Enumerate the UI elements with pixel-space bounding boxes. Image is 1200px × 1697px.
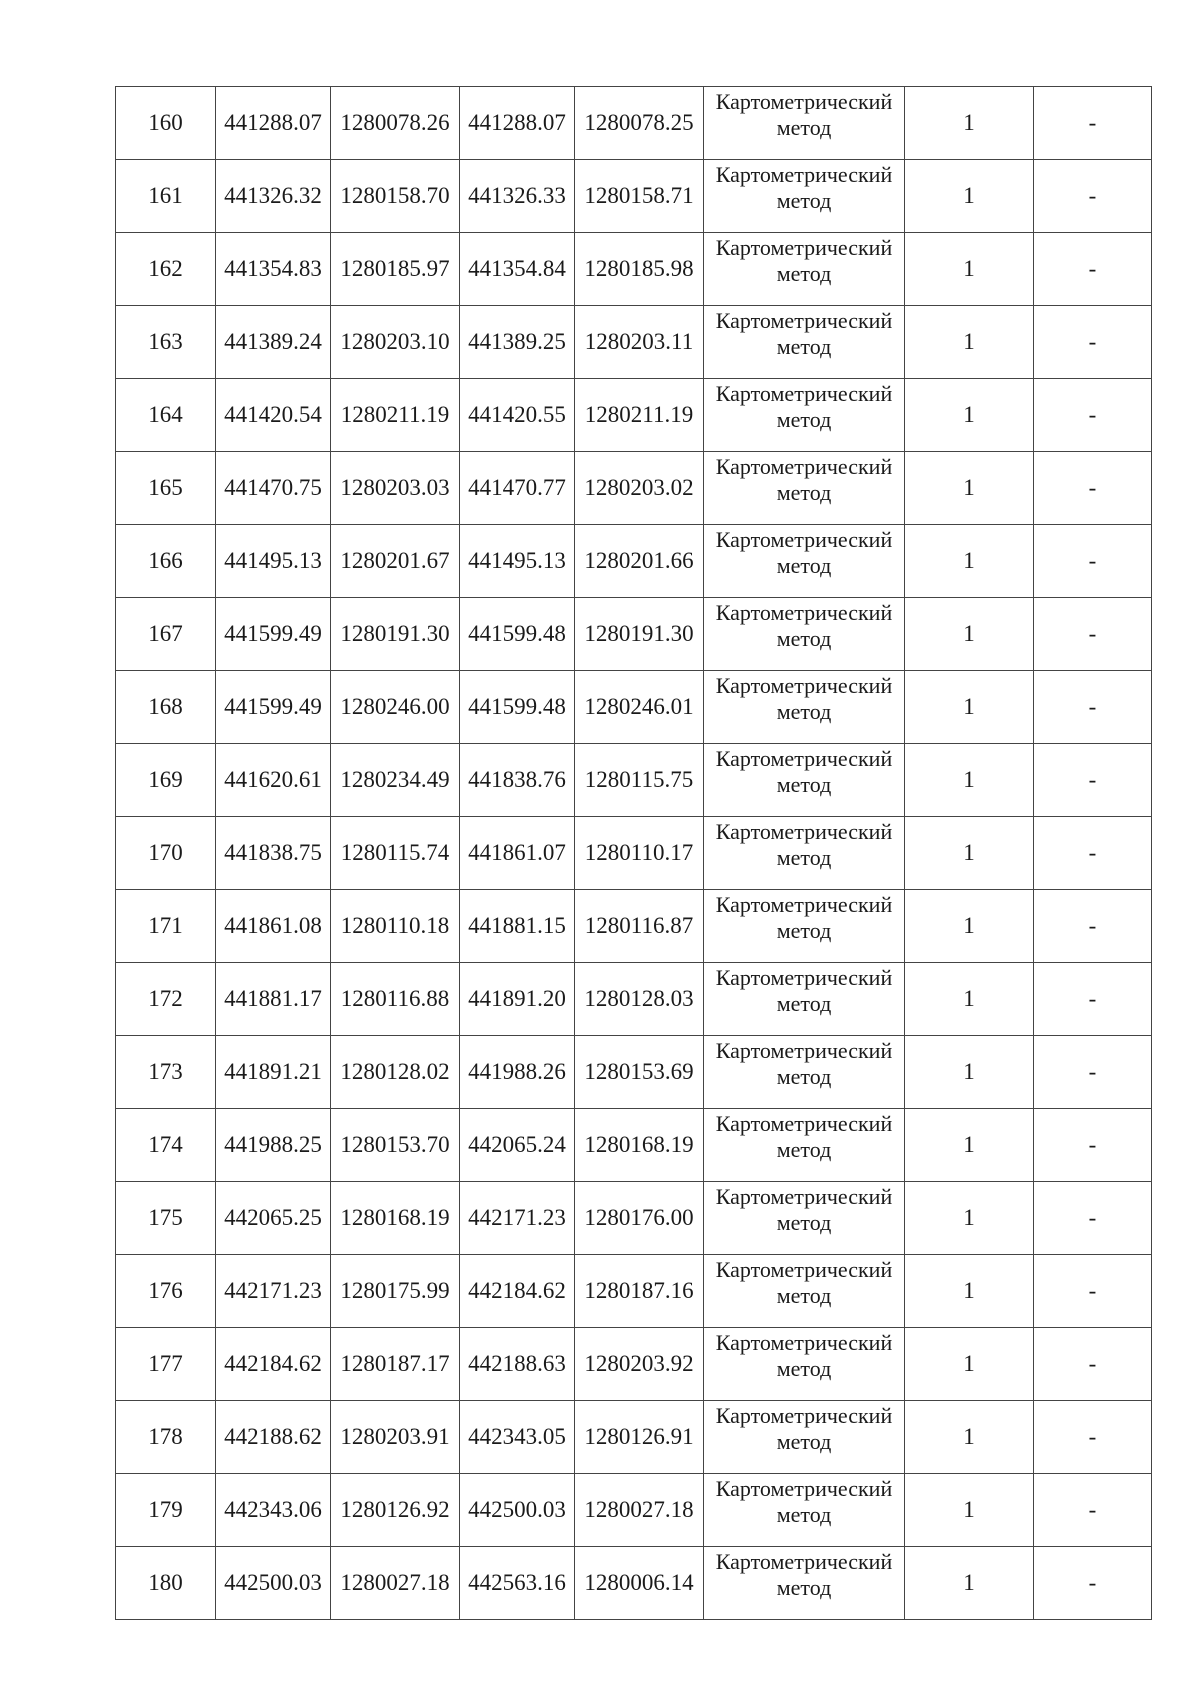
y-refined-cell: 1280168.19 [575,1109,704,1182]
note-cell: - [1034,1109,1152,1182]
accuracy-cell: 1 [905,1182,1034,1255]
y-existing-cell: 1280115.74 [331,817,460,890]
method-line-1: Картометрический [715,1111,893,1136]
table-row [116,1109,1152,1182]
note-cell: - [1034,598,1152,671]
method-line-2: метод [776,918,832,943]
method-cell [704,671,905,744]
y-existing-cell: 1280128.02 [331,1036,460,1109]
method-cell [704,744,905,817]
y-refined-cell: 1280110.17 [575,817,704,890]
x-refined-cell: 442188.63 [460,1328,575,1401]
note-cell: - [1034,1328,1152,1401]
y-refined-cell: 1280203.11 [575,306,704,379]
method-line-1: Картометрический [715,1549,893,1574]
method-cell [704,1036,905,1109]
table-row [116,306,1152,379]
note-cell: - [1034,160,1152,233]
x-existing-cell: 441838.75 [216,817,331,890]
y-refined-cell: 1280176.00 [575,1182,704,1255]
method-line-1: Картометрический [715,308,893,333]
method-line-2: метод [776,1502,832,1527]
method-line-2: метод [776,553,832,578]
accuracy-cell: 1 [905,963,1034,1036]
x-refined-cell: 442184.62 [460,1255,575,1328]
method-line-1: Картометрический [715,892,893,917]
point-number-cell: 179 [116,1474,216,1547]
table-row [116,525,1152,598]
method-cell [704,1255,905,1328]
x-refined-cell: 441599.48 [460,598,575,671]
x-refined-cell: 441599.48 [460,671,575,744]
accuracy-cell: 1 [905,1255,1034,1328]
point-number-cell: 167 [116,598,216,671]
table-row [116,744,1152,817]
method-line-2: метод [776,1137,832,1162]
y-existing-cell: 1280110.18 [331,890,460,963]
y-refined-cell: 1280126.91 [575,1401,704,1474]
x-refined-cell: 442563.16 [460,1547,575,1620]
table-row [116,87,1152,160]
accuracy-cell: 1 [905,598,1034,671]
method-line-1: Картометрический [715,1330,893,1355]
y-refined-cell: 1280115.75 [575,744,704,817]
x-existing-cell: 442500.03 [216,1547,331,1620]
y-existing-cell: 1280203.03 [331,452,460,525]
point-number-cell: 166 [116,525,216,598]
method-line-1: Картометрический [715,381,893,406]
accuracy-cell: 1 [905,1401,1034,1474]
x-existing-cell: 441326.32 [216,160,331,233]
method-cell [704,963,905,1036]
y-existing-cell: 1280191.30 [331,598,460,671]
method-cell [704,306,905,379]
method-line-1: Картометрический [715,235,893,260]
method-line-2: метод [776,188,832,213]
accuracy-cell: 1 [905,306,1034,379]
note-cell: - [1034,1036,1152,1109]
y-existing-cell: 1280187.17 [331,1328,460,1401]
point-number-cell: 174 [116,1109,216,1182]
y-refined-cell: 1280191.30 [575,598,704,671]
note-cell: - [1034,671,1152,744]
y-refined-cell: 1280116.87 [575,890,704,963]
note-cell: - [1034,1182,1152,1255]
table-row [116,233,1152,306]
note-cell: - [1034,890,1152,963]
x-existing-cell: 441288.07 [216,87,331,160]
x-existing-cell: 441599.49 [216,671,331,744]
note-cell: - [1034,817,1152,890]
y-refined-cell: 1280246.01 [575,671,704,744]
table-body [116,87,1152,1620]
method-cell [704,233,905,306]
method-cell [704,890,905,963]
point-number-cell: 165 [116,452,216,525]
point-number-cell: 176 [116,1255,216,1328]
y-refined-cell: 1280211.19 [575,379,704,452]
x-existing-cell: 441599.49 [216,598,331,671]
table-row [116,598,1152,671]
x-existing-cell: 441891.21 [216,1036,331,1109]
note-cell: - [1034,1547,1152,1620]
table-row [116,890,1152,963]
x-refined-cell: 441288.07 [460,87,575,160]
y-refined-cell: 1280153.69 [575,1036,704,1109]
x-refined-cell: 441861.07 [460,817,575,890]
accuracy-cell: 1 [905,160,1034,233]
point-number-cell: 164 [116,379,216,452]
accuracy-cell: 1 [905,744,1034,817]
x-existing-cell: 441470.75 [216,452,331,525]
accuracy-cell: 1 [905,379,1034,452]
x-refined-cell: 441881.15 [460,890,575,963]
point-number-cell: 180 [116,1547,216,1620]
method-line-2: метод [776,1064,832,1089]
x-existing-cell: 442171.23 [216,1255,331,1328]
x-existing-cell: 441620.61 [216,744,331,817]
x-existing-cell: 442184.62 [216,1328,331,1401]
method-line-2: метод [776,334,832,359]
method-line-1: Картометрический [715,965,893,990]
y-existing-cell: 1280116.88 [331,963,460,1036]
note-cell: - [1034,1255,1152,1328]
point-number-cell: 172 [116,963,216,1036]
y-existing-cell: 1280185.97 [331,233,460,306]
y-refined-cell: 1280158.71 [575,160,704,233]
y-existing-cell: 1280211.19 [331,379,460,452]
point-number-cell: 171 [116,890,216,963]
method-line-1: Картометрический [715,527,893,552]
y-existing-cell: 1280201.67 [331,525,460,598]
method-line-1: Картометрический [715,1476,893,1501]
y-refined-cell: 1280128.03 [575,963,704,1036]
method-line-1: Картометрический [715,454,893,479]
method-cell [704,598,905,671]
point-number-cell: 177 [116,1328,216,1401]
y-refined-cell: 1280027.18 [575,1474,704,1547]
method-line-2: метод [776,1356,832,1381]
method-line-2: метод [776,407,832,432]
x-refined-cell: 441326.33 [460,160,575,233]
x-existing-cell: 441420.54 [216,379,331,452]
method-line-1: Картометрический [715,746,893,771]
note-cell: - [1034,233,1152,306]
method-line-2: метод [776,991,832,1016]
x-existing-cell: 442065.25 [216,1182,331,1255]
method-line-1: Картометрический [715,673,893,698]
point-number-cell: 163 [116,306,216,379]
method-cell [704,452,905,525]
accuracy-cell: 1 [905,87,1034,160]
method-line-2: метод [776,1210,832,1235]
note-cell: - [1034,1474,1152,1547]
y-refined-cell: 1280185.98 [575,233,704,306]
method-line-1: Картометрический [715,1403,893,1428]
note-cell: - [1034,87,1152,160]
y-refined-cell: 1280201.66 [575,525,704,598]
y-existing-cell: 1280175.99 [331,1255,460,1328]
method-line-2: метод [776,699,832,724]
y-existing-cell: 1280153.70 [331,1109,460,1182]
x-refined-cell: 441470.77 [460,452,575,525]
table-row [116,1036,1152,1109]
method-cell [704,1182,905,1255]
x-refined-cell: 441988.26 [460,1036,575,1109]
method-cell [704,1547,905,1620]
accuracy-cell: 1 [905,1109,1034,1182]
method-cell [704,1401,905,1474]
y-existing-cell: 1280027.18 [331,1547,460,1620]
method-line-1: Картометрический [715,162,893,187]
accuracy-cell: 1 [905,233,1034,306]
x-refined-cell: 441838.76 [460,744,575,817]
x-existing-cell: 442188.62 [216,1401,331,1474]
table-row [116,671,1152,744]
note-cell: - [1034,744,1152,817]
x-refined-cell: 441891.20 [460,963,575,1036]
table-row [116,160,1152,233]
method-line-1: Картометрический [715,600,893,625]
method-cell [704,525,905,598]
method-line-1: Картометрический [715,89,893,114]
y-existing-cell: 1280126.92 [331,1474,460,1547]
method-line-2: метод [776,772,832,797]
y-existing-cell: 1280158.70 [331,160,460,233]
y-existing-cell: 1280203.91 [331,1401,460,1474]
method-line-2: метод [776,115,832,140]
x-refined-cell: 442065.24 [460,1109,575,1182]
accuracy-cell: 1 [905,452,1034,525]
x-existing-cell: 442343.06 [216,1474,331,1547]
note-cell: - [1034,525,1152,598]
x-refined-cell: 442171.23 [460,1182,575,1255]
y-existing-cell: 1280168.19 [331,1182,460,1255]
y-refined-cell: 1280187.16 [575,1255,704,1328]
method-line-2: метод [776,1575,832,1600]
y-existing-cell: 1280234.49 [331,744,460,817]
method-line-1: Картометрический [715,1257,893,1282]
table-row [116,1328,1152,1401]
note-cell: - [1034,306,1152,379]
method-cell [704,1328,905,1401]
x-existing-cell: 441861.08 [216,890,331,963]
accuracy-cell: 1 [905,890,1034,963]
table-row [116,1182,1152,1255]
accuracy-cell: 1 [905,525,1034,598]
x-existing-cell: 441988.25 [216,1109,331,1182]
method-line-1: Картометрический [715,819,893,844]
table-row [116,379,1152,452]
method-line-2: метод [776,261,832,286]
point-number-cell: 169 [116,744,216,817]
note-cell: - [1034,1401,1152,1474]
method-line-2: метод [776,1283,832,1308]
method-line-2: метод [776,626,832,651]
point-number-cell: 178 [116,1401,216,1474]
x-existing-cell: 441389.24 [216,306,331,379]
point-number-cell: 161 [116,160,216,233]
method-cell [704,817,905,890]
y-refined-cell: 1280203.92 [575,1328,704,1401]
y-refined-cell: 1280078.25 [575,87,704,160]
accuracy-cell: 1 [905,1547,1034,1620]
point-number-cell: 173 [116,1036,216,1109]
accuracy-cell: 1 [905,671,1034,744]
table-row [116,452,1152,525]
table-row [116,963,1152,1036]
y-refined-cell: 1280006.14 [575,1547,704,1620]
point-number-cell: 162 [116,233,216,306]
point-number-cell: 175 [116,1182,216,1255]
y-existing-cell: 1280246.00 [331,671,460,744]
y-existing-cell: 1280078.26 [331,87,460,160]
x-refined-cell: 441420.55 [460,379,575,452]
x-refined-cell: 442343.05 [460,1401,575,1474]
x-refined-cell: 442500.03 [460,1474,575,1547]
method-cell [704,1474,905,1547]
x-existing-cell: 441495.13 [216,525,331,598]
x-existing-cell: 441881.17 [216,963,331,1036]
point-number-cell: 168 [116,671,216,744]
coordinates-table [115,86,1152,1620]
point-number-cell: 170 [116,817,216,890]
method-line-2: метод [776,845,832,870]
x-existing-cell: 441354.83 [216,233,331,306]
note-cell: - [1034,379,1152,452]
method-cell [704,379,905,452]
y-existing-cell: 1280203.10 [331,306,460,379]
x-refined-cell: 441389.25 [460,306,575,379]
method-line-1: Картометрический [715,1038,893,1063]
accuracy-cell: 1 [905,817,1034,890]
accuracy-cell: 1 [905,1328,1034,1401]
method-cell [704,160,905,233]
note-cell: - [1034,452,1152,525]
x-refined-cell: 441495.13 [460,525,575,598]
table-row [116,1474,1152,1547]
table-row [116,817,1152,890]
note-cell: - [1034,963,1152,1036]
table-row [116,1255,1152,1328]
accuracy-cell: 1 [905,1036,1034,1109]
accuracy-cell: 1 [905,1474,1034,1547]
method-line-2: метод [776,480,832,505]
point-number-cell: 160 [116,87,216,160]
method-line-2: метод [776,1429,832,1454]
method-line-1: Картометрический [715,1184,893,1209]
x-refined-cell: 441354.84 [460,233,575,306]
table-row [116,1401,1152,1474]
table-row [116,1547,1152,1620]
method-cell [704,87,905,160]
method-cell [704,1109,905,1182]
y-refined-cell: 1280203.02 [575,452,704,525]
